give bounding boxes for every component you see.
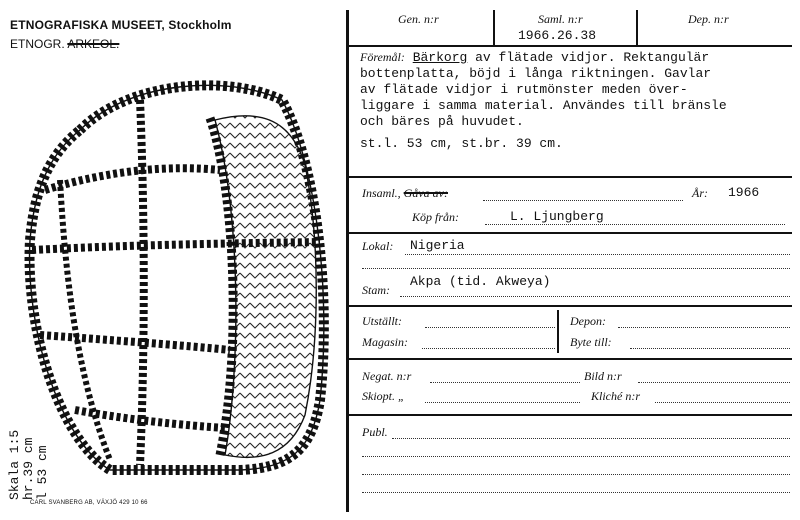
magasin-label: Magasin:: [362, 335, 408, 349]
kliche-label: Kliché n:r: [591, 389, 640, 403]
object-measure: st.l. 53 cm, st.br. 39 cm.: [360, 136, 563, 151]
lokal-dotted-line-2: [362, 268, 790, 269]
header-sep-2: [636, 10, 638, 46]
lokal-dotted-line: [405, 254, 790, 255]
utstallt-label: Utställt:: [362, 314, 403, 328]
rule-exhibit: [349, 358, 792, 360]
desc-line-3: av flätade vidjor i rutmönster meden över-: [360, 82, 688, 97]
depon-label: Depon:: [570, 314, 606, 328]
gen-nr-label: Gen. n:r: [398, 12, 439, 26]
publ-dotted-line-2: [362, 456, 790, 457]
object-description: [360, 49, 790, 152]
year-value: 1966: [728, 185, 760, 200]
desc-line-2: bottenplatta, böjd i långa riktningen. Gavlar: [360, 66, 712, 81]
desc-line-5: och bäres på huvudet.: [360, 114, 524, 129]
object-label: Föremål:: [360, 50, 405, 64]
skiopt-dotted-line: [425, 402, 580, 403]
exhibit-sep: [557, 310, 559, 353]
lokal-value: Nigeria: [410, 238, 465, 253]
saml-nr-value: 1966.26.38: [518, 28, 597, 43]
publ-label: Publ.: [362, 425, 388, 439]
publ-dotted-line-1: [392, 438, 790, 439]
insaml-label: [362, 186, 448, 201]
saml-nr-label: Saml. n:r: [538, 12, 583, 26]
scale-height: hr.39 cm: [21, 437, 36, 500]
insaml-text: Insaml.,: [362, 186, 401, 200]
publ-dotted-line-4: [362, 492, 790, 493]
dep-nr-label: Dep. n:r: [688, 12, 729, 26]
printer-imprint: CARL SVANBERG AB, VÄXJÖ 429 10 66: [30, 500, 148, 506]
department-prefix: ETNOGR.: [10, 37, 65, 51]
magasin-dotted-line: [422, 348, 555, 349]
year-label: År:: [692, 186, 708, 200]
depon-dotted-line: [618, 327, 790, 328]
rule-header: [349, 45, 792, 47]
scale-ratio: Skala 1:5: [7, 429, 22, 500]
kop-dotted-line: [485, 224, 785, 225]
department-line: [10, 37, 119, 51]
kliche-dotted-line: [655, 402, 790, 403]
rule-description: [349, 176, 792, 178]
stam-dotted-line: [400, 296, 790, 297]
department-struck: ARKEOL.: [67, 37, 120, 51]
insaml-dotted-line: [483, 200, 683, 201]
scale-length: l 53 cm: [35, 445, 50, 500]
rule-locality: [349, 305, 792, 307]
rule-media: [349, 414, 792, 416]
card-divider: [346, 10, 349, 512]
publ-dotted-line-3: [362, 474, 790, 475]
museum-name: ETNOGRAFISKA MUSEET, Stockholm: [10, 18, 232, 32]
bild-label: Bild n:r: [584, 369, 622, 383]
rule-acquisition: [349, 232, 792, 234]
scale-note: [8, 430, 50, 500]
byte-dotted-line: [630, 348, 790, 349]
bild-dotted-line: [638, 382, 790, 383]
utstallt-dotted-line: [425, 327, 555, 328]
desc-line-1: av flätade vidjor. Rektangulär: [475, 50, 710, 65]
negat-label: Negat. n:r: [362, 369, 412, 383]
kop-label: Köp från:: [412, 210, 460, 224]
stam-value: Akpa (tid. Akweya): [410, 274, 551, 289]
object-name: Bärkorg: [412, 50, 468, 65]
gava-struck: Gåva av:: [403, 186, 448, 200]
kop-value: L. Ljungberg: [510, 209, 604, 224]
stam-label: Stam:: [362, 283, 390, 297]
byte-label: Byte till:: [570, 335, 612, 349]
negat-dotted-line: [430, 382, 580, 383]
basket-sketch: [20, 70, 340, 490]
lokal-label: Lokal:: [362, 239, 394, 253]
header-sep-1: [493, 10, 495, 46]
desc-line-4: liggare i samma material. Användes till bränsle: [360, 98, 727, 113]
skiopt-label: Skiopt. „: [362, 389, 405, 403]
